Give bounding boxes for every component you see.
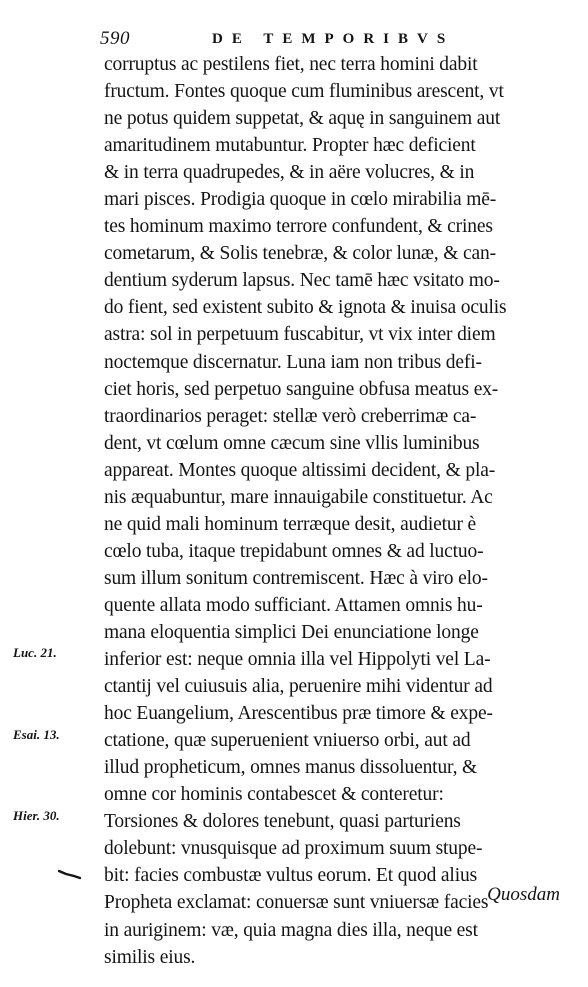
text-line: ctantij vel cuiusuis alia, peruenire mihi videntur ad (104, 676, 493, 698)
text-line: sum illum sonitum contremiscent. Hæc à viro elo- (104, 567, 488, 589)
text-line: ne quid mali hominum terræque desit, audietur è (104, 513, 477, 535)
running-title: DE TEMPORIBVS (212, 31, 455, 47)
text-line: dent, vt cœlum omne cæcum sine vllis luminibus (104, 432, 480, 454)
text-line: noctemque discernatur. Luna iam non tribus defi- (104, 351, 482, 373)
catchword: Quosdam (487, 884, 560, 905)
text-line: do fient, sed existent subito & ignota & inuisa oculis (104, 297, 507, 319)
body-text (104, 51, 564, 971)
text-line: Torsiones & dolores tenebunt, quasi parturiens (104, 811, 461, 833)
text-line: quente allata modo sufficiant. Attamen omnis hu- (104, 594, 483, 616)
page-number: 590 (100, 28, 130, 49)
text-line: appareat. Montes quoque altissimi decident, & pla- (104, 459, 496, 481)
ink-mark-icon (58, 868, 82, 880)
text-line: omne cor hominis contabescet & conteretur: (104, 784, 444, 806)
text-line: tes hominum maximo terrore confundent, & crines (104, 216, 493, 238)
text-line: fructum. Fontes quoque cum fluminibus arescent, vt (104, 81, 504, 103)
text-line: illud propheticum, omnes manus dissoluentur, & (104, 757, 478, 779)
text-line: ciet horis, sed perpetuo sanguine obfusa meatus ex- (104, 378, 499, 400)
text-line: Propheta exclamat: conuersæ sunt vniuersæ facies (104, 892, 489, 914)
text-line: mana eloquentia simplici Dei enunciatione longe (104, 621, 479, 643)
margin-note-luc: Luc. 21. (13, 645, 57, 660)
text-line: corruptus ac pestilens fiet, nec terra homini dabit (104, 54, 478, 75)
text-line: dentium syderum lapsus. Nec tamē hæc vsitato mo- (104, 270, 500, 292)
margin-note-hier: Hier. 30. (13, 808, 60, 823)
text-line: traordinarios peraget: stellæ verò creberrimæ ca- (104, 405, 477, 427)
page-header (100, 28, 560, 50)
text-line: in auriginem: væ, quia magna dies illa, neque est (104, 919, 478, 941)
text-line: bit: facies combustæ vultus eorum. Et quod alius (104, 865, 478, 887)
text-line: ctatione, quæ superuenient vniuerso orbi, aut ad (104, 730, 471, 752)
text-line: nis æquabuntur, mare innauigabile constituetur. Ac (104, 486, 493, 508)
text-line: amaritudinem mutabuntur. Propter hæc deficient (104, 135, 476, 157)
text-line: astra: sol in perpetuum fuscabitur, vt vix inter diem (104, 324, 496, 346)
text-line: hoc Euangelium, Arescentibus præ timore & expe- (104, 703, 493, 725)
text-line: dolebunt: vnusquisque ad proximum suum stupe- (104, 838, 483, 860)
text-line: mari pisces. Prodigia quoque in cœlo mirabilia mē- (104, 189, 497, 211)
margin-note-esai: Esai. 13. (13, 727, 60, 742)
text-line: inferior est: neque omnia illa vel Hippolyti vel La- (104, 649, 491, 671)
text-line: similis eius. (104, 946, 196, 968)
text-line: ne potus quidem suppetat, & aquę in sanguinem aut (104, 108, 501, 130)
text-line: cometarum, & Solis tenebræ, & color lunæ, & can- (104, 243, 496, 265)
text-line: cœlo tuba, itaque trepidabunt omnes & ad luctuo- (104, 540, 484, 562)
text-line: & in terra quadrupedes, & in aëre volucres, & in (104, 162, 475, 184)
